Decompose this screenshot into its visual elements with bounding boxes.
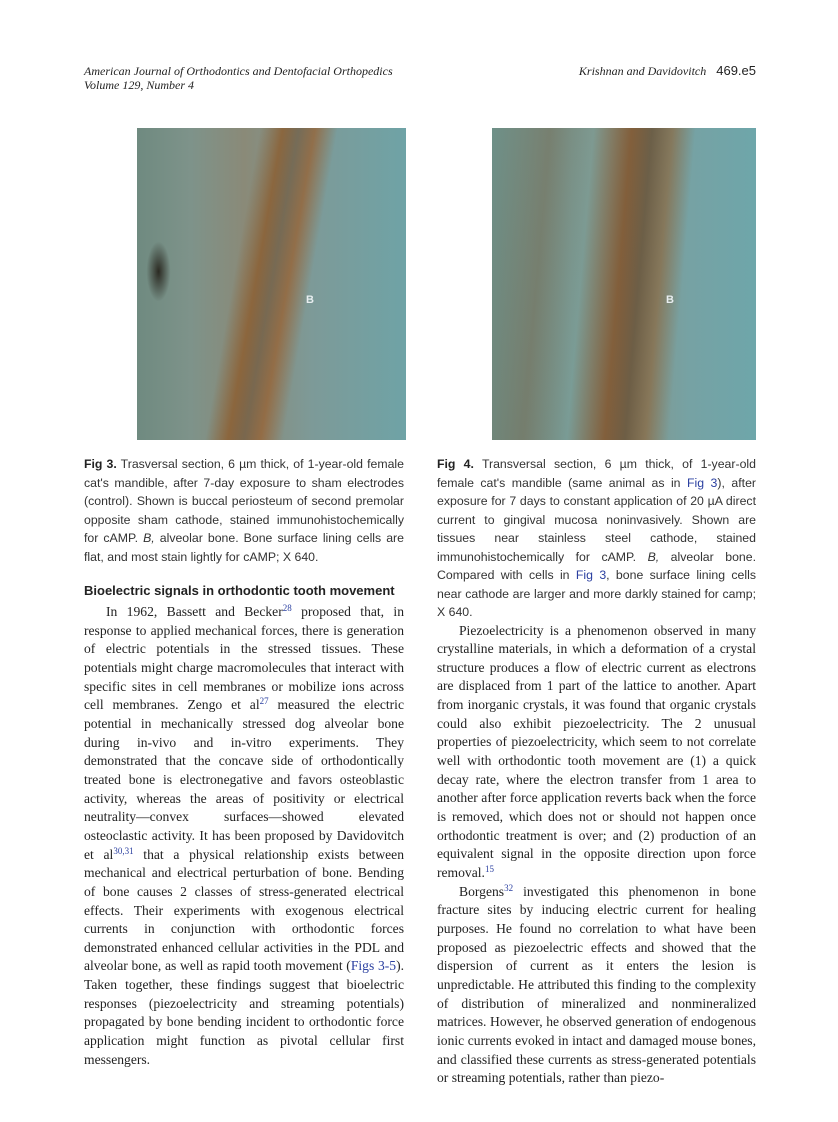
caption-italic: B, [143,531,155,545]
text: In 1962, Bassett and Becker [106,604,283,619]
citation-link[interactable]: 32 [504,882,514,893]
caption-italic: B, [647,549,660,564]
citation-link[interactable]: 28 [282,603,292,613]
caption-text: alveolar bone. Compared with cells in [437,549,756,582]
figure-4-caption [437,455,756,622]
caption-text: alveolar bone. Bone surface lining cells are flat, and most stain lightly for cAMP; X 640. [84,531,404,564]
text: that a physical relationship exists between mechanical and electrical perturbation of bone. Bending of bone causes 2 classes of stress-generated electrical effects. Their experiments with exogenous electrical currents in conjunction with orthodontic forces demonstrated enhanced cellular activities in the PDL and alveolar bone, as well as rapid tooth movement ( [84,846,404,974]
running-header-left [84,64,393,92]
citation-link[interactable]: 27 [259,696,269,707]
caption-text: ), after exposure for 7 days to constant application of 20 µA direct current to gingival mucosa noninvasively. Shown are tissues near stainless steel cathode, stained immunohistochemically for cAMP. [437,475,756,564]
citation-link[interactable]: 15 [484,864,494,875]
bone-label: B [666,294,674,306]
paragraph [437,622,756,883]
caption-text: , bone surface lining cells near cathode are larger and more darkly stained for camp; X 640. [437,568,756,619]
text: investigated this phenomenon in bone fracture sites by inducing electric current for healing purposes. He found no correlation to what have been proposed as piezoelectric effects and showed that the dispersion of current as it enters the lesion is unpredictable. He attributed this finding to the complexity of distribution of mineralized and nonmineralized matrices. However, he observed generation of endogenous ionic currents evoked in intact and damaged mouse bones, and classified these currents as stress-generated potentials or streaming potentials, rather than piezo- [437,883,756,1086]
caption-label: Fig 4. [437,457,474,471]
journal-title: American Journal of Orthodontics and Dentofacial Orthopedics [84,64,393,78]
left-flow [84,455,404,1069]
text: Borgens [459,883,505,899]
fig-3-link[interactable]: Fig 3 [575,568,607,582]
right-column [437,622,756,1088]
journal-volume: Volume 129, Number 4 [84,78,194,92]
caption-label: Fig 3. [84,457,117,471]
text: measured the electric potential in mechanically stressed dog alveolar bone during in-vivo and in-vitro experiments. They demonstrated that the concave side of orthodontically treated bone is electronegative and favors osteoblastic activity, whereas the areas of positivity or electrical neutrality—convex surfaces—showed elevated osteoclastic activity. It has been proposed by Davidovitch et al [84,697,404,862]
figure-3-micrograph [137,128,406,440]
authors: Krishnan and Davidovitch [578,64,707,78]
page-number: 469.e5 [716,63,756,78]
caption-text: Trasversal section, 6 µm thick, of 1-year-old female cat's mandible, after 7-day exposure to sham electrodes (control). Shown is buccal periosteum of second premolar opposite sham cathode, stained immunohistochemically for cAMP. [84,457,404,545]
running-header-right [579,64,756,78]
fig-3-link[interactable]: Fig 3 [687,475,718,490]
left-column [84,603,404,1069]
citation-link[interactable]: 30,31 [113,845,134,856]
paragraph [437,883,756,1088]
right-flow [437,455,756,1088]
text: Piezoelectricity is a phenomenon observed in many crystalline materials, in which a deformation of a crystal structure produces a flow of electric current as electrons are displaced from 1 part of the lattice to another. Apart from inorganic crystals, it was found that organic crystals could also exhibit piezoelectricity. The 2 unusual properties of piezoelectricity, which seem to not correlate well with orthodontic tooth movement are (1) a quick decay rate, where the electron transfer from 1 area to another after force application reverts back when the force is removed, which does not or should not happen once orthodontic treatment is over; and (2) production of an equivalent signal in the opposite direction upon force removal. [437,622,756,881]
section-heading: Bioelectric signals in orthodontic tooth movement [84,583,395,598]
figs-link[interactable]: Figs 3-5 [350,958,397,974]
caption-text: Transversal section, 6 µm thick, of 1-year-old female cat's mandible (same animal as in [437,457,756,490]
text: ). Taken together, these findings suggest that bioelectric responses (piezoelectricity and streaming potentials) propagated by bone bending incident to orthodontic force application might function as pivotal cellular first messengers. [84,958,405,1067]
text: proposed that, in response to applied mechanical forces, there is generation of electric potentials in the stressed tissues. These potentials might charge macromolecules that interact with specific sites in cell membranes or mobilize ions across cell membranes. Zengo et al [84,604,405,713]
paragraph [84,603,404,1069]
figure-4-micrograph [492,128,756,440]
bone-label: B [306,294,314,306]
figure-3-caption [84,455,404,568]
